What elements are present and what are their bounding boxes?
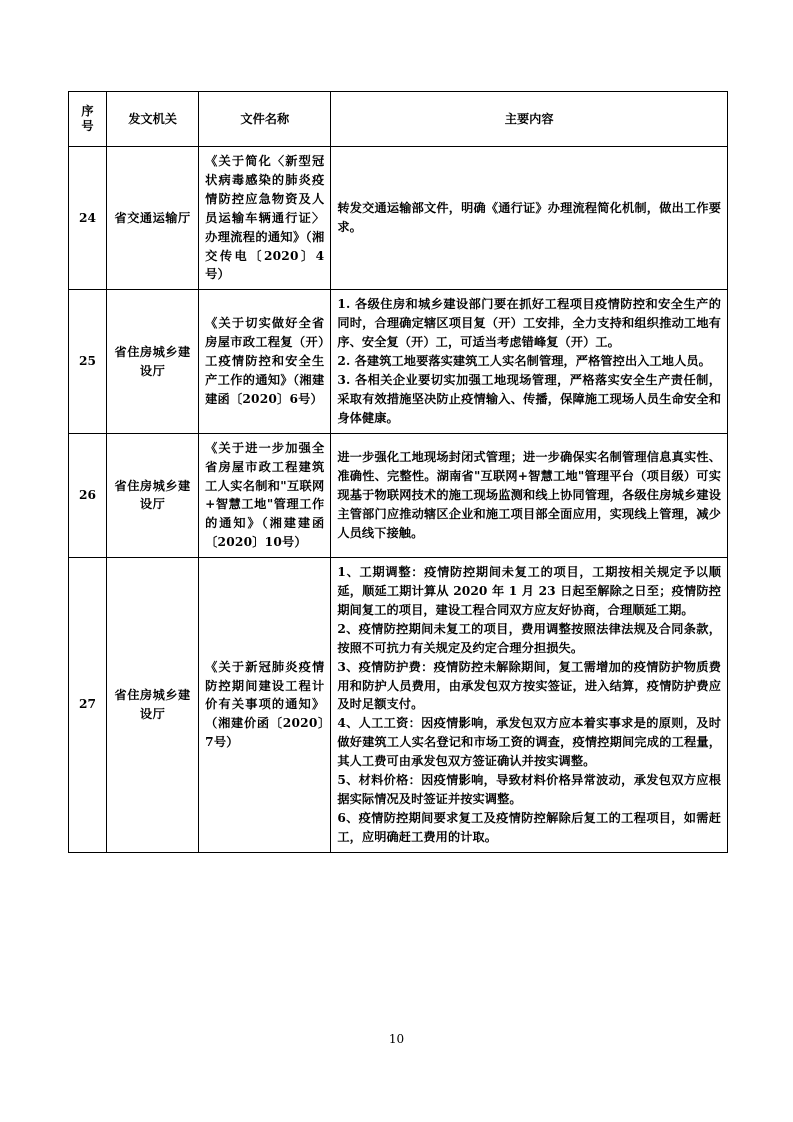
content-paragraph: 1. 各级住房和城乡建设部门要在抓好工程项目疫情防控和安全生产的同时，合理确定辖区项目复（开）工安排，全力支持和组织推动工地有序、安全复（开）工，可适当考虑错峰复（开）工。	[337, 297, 721, 350]
row-document-name: 《关于切实做好全省房屋市政工程复（开）工疫情防控和安全生产工作的通知》（湘建建函〔2020〕6号）	[199, 290, 331, 433]
policy-table-container	[68, 91, 728, 853]
row-main-content	[331, 433, 728, 557]
content-paragraph: 3、疫情防护费：疫情防控未解除期间，复工需增加的疫情防护物质费用和防护人员费用，由承发包双方按实签证，进入结算，疫情防护费应及时足额支付。	[337, 659, 721, 712]
row-main-content	[331, 558, 728, 853]
page-number: 10	[388, 1032, 405, 1046]
content-paragraph: 2. 各建筑工地要落实建筑工人实名制管理，严格管控出入工地人员。	[337, 354, 711, 369]
row-organization: 省住房城乡建设厅	[107, 290, 199, 433]
column-header-organization: 发文机关	[107, 92, 199, 147]
content-paragraph: 4、人工工资：因疫情影响，承发包双方应本着实事求是的原则，及时做好建筑工人实名登记和市场工资的调查，疫情控期间完成的工程量，其人工费可由承发包双方签证确认并按实调整。	[337, 716, 721, 769]
table-row	[69, 147, 728, 290]
row-document-name: 《关于新冠肺炎疫情防控期间建设工程计价有关事项的通知》（湘建价函〔2020〕7号）	[199, 558, 331, 853]
table-body	[69, 147, 728, 853]
row-organization: 省住房城乡建设厅	[107, 558, 199, 853]
content-paragraph: 6、疫情防控期间要求复工及疫情防控解除后复工的工程项目，如需赶工，应明确赶工费用的计取。	[337, 810, 721, 844]
column-header-sequence-line2: 号	[81, 119, 94, 133]
row-organization: 省交通运输厅	[107, 147, 199, 290]
content-paragraph: 进一步强化工地现场封闭式管理；进一步确保实名制管理信息真实性、准确性、完整性。湖南省"互联网+智慧工地"管理平台（项目级）可实现基于物联网技术的施工现场监测和线上协同管理，各级住房城乡建设主管部门应推动辖区企业和施工项目部全面应用，实现线上管理，减少人员线下接触。	[337, 450, 721, 540]
column-header-sequence-line1: 序	[81, 104, 94, 119]
table-row	[69, 558, 728, 853]
row-sequence: 25	[69, 290, 107, 433]
row-document-name: 《关于进一步加强全省房屋市政工程建筑工人实名制和"互联网+智慧工地"管理工作的通知》（湘建建函〔2020〕10号）	[199, 433, 331, 557]
row-main-content	[331, 147, 728, 290]
row-main-content	[331, 290, 728, 433]
content-paragraph: 5、材料价格：因疫情影响，导致材料价格异常波动，承发包双方应根据实际情况及时签证并按实调整。	[337, 773, 721, 806]
row-organization: 省住房城乡建设厅	[107, 433, 199, 557]
column-header-main-content: 主要内容	[331, 92, 728, 147]
column-header-document-name: 文件名称	[199, 92, 331, 147]
row-sequence: 27	[69, 558, 107, 853]
content-paragraph: 2、疫情防控期间未复工的项目，费用调整按照法律法规及合同条款，按照不可抗力有关规定及约定合理分担损失。	[337, 621, 721, 655]
policy-table	[68, 91, 728, 853]
column-header-sequence	[69, 92, 107, 147]
content-paragraph: 3. 各相关企业要切实加强工地现场管理，严格落实安全生产责任制，采取有效措施坚决防止疫情输入、传播，保障施工现场人员生命安全和身体健康。	[337, 372, 721, 425]
content-paragraph: 转发交通运输部文件，明确《通行证》办理流程简化机制，做出工作要求。	[337, 201, 721, 235]
table-row	[69, 290, 728, 433]
table-header	[69, 92, 728, 147]
row-sequence: 26	[69, 433, 107, 557]
table-header-row	[69, 92, 728, 147]
table-row	[69, 433, 728, 557]
content-paragraph: 1、工期调整：疫情防控期间未复工的项目，工期按相关规定予以顺延，顺延工期计算从 2020 年 1 月 23 日起至解除之日至；疫情防控期间复工的项目，建设工程合同双方应友好协商，合理顺延工期。	[337, 565, 721, 617]
row-document-name: 《关于简化〈新型冠状病毒感染的肺炎疫情防控应急物资及人员运输车辆通行证〉办理流程的通知》（湘交传电〔2020〕4号）	[199, 147, 331, 290]
row-sequence: 24	[69, 147, 107, 290]
